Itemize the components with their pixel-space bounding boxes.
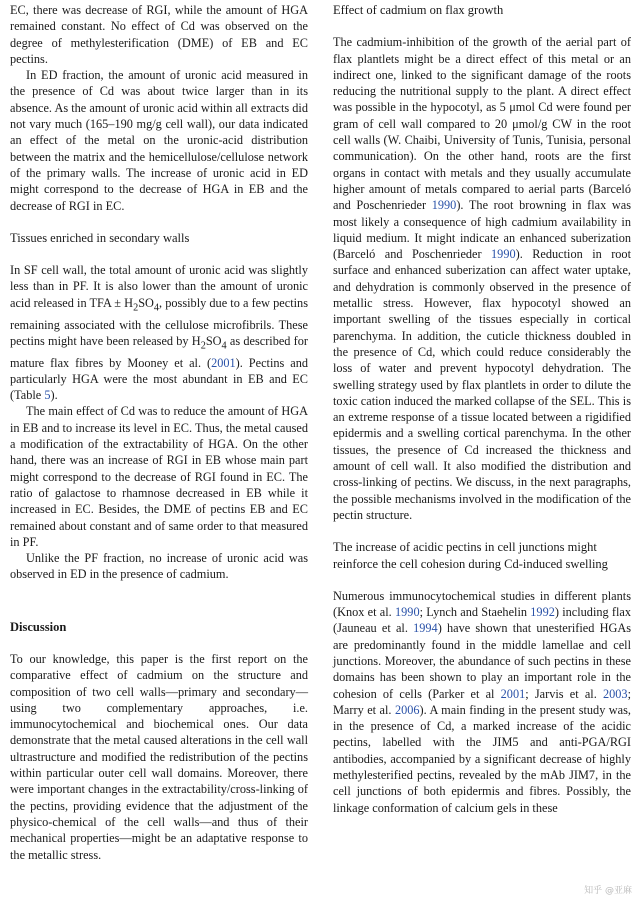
- citation-link[interactable]: 1990: [491, 247, 516, 262]
- citation-link[interactable]: 1992: [530, 605, 555, 620]
- section-heading-secondary-walls: Tissues enriched in secondary walls: [10, 230, 190, 245]
- section-heading-flax-growth: Effect of cadmium on flax growth: [333, 3, 504, 17]
- section-heading-acidic-pectins: The increase of acidic pectins in cell junctions might reinforce the cell cohesion during Cd-induced swelling: [333, 540, 608, 571]
- paragraph: Numerous immunocytochemical studies in different plants (Knox et al. 1990; Lynch and Staehelin 1992) including flax (Jauneau et al. 1994) have shown that unesterified HGAs are predominantly found in the middle lamellae and cell junctions. Moreover, the abundance of such pectins in these domains has been shown to play an important role in the cohesion of cells (Parker et al 2001; Jarvis et al. 2003; Marry et al. 2006). A main finding in the present study was, in the presence of Cd, a marked increase of the acidic pectins, labelled with the JIM5 and anti-PGA/RGI antibodies, accompanied by a significant decrease of highly methylesterified pectins, revealed by the mAb JIM7, in the cell junctions of both epidermis and fibres. Possibly, the linkage conformation of calcium gels in these: [333, 588, 632, 815]
- right-column: [333, 2, 631, 816]
- citation-link[interactable]: 1994: [413, 621, 438, 636]
- citation-link[interactable]: 2001: [500, 686, 526, 701]
- citation-link[interactable]: 2006: [394, 702, 420, 717]
- left-column: [10, 2, 308, 863]
- paragraph: EC, there was decrease of RGI, while the amount of HGA remained constant. No effect of Cd was observed on the degree of methylesterification (DME) of EB and EC pectins.: [10, 3, 308, 66]
- paragraph: Unlike the PF fraction, no increase of uronic acid was observed in ED in the presence of cadmium.: [10, 551, 308, 582]
- paragraph: The main effect of Cd was to reduce the amount of HGA in EB and to increase its level in EC. Thus, the metal caused a modification of the extractability of HGA. On the other hand, there was an increase of RGI in EB whose main part might correspond to the decrease of RGI found in EC. The ratio of galactose to rhamnose decreased in EB while it increased in EC. Besides, the DME of pectins EB and EC remained about constant and of same order to that measured in PF.: [10, 404, 308, 549]
- citation-link[interactable]: 1990: [395, 605, 420, 620]
- paragraph: In ED fraction, the amount of uronic acid measured in the presence of Cd was about twice larger than in its absence. As the amount of uronic acid within all extracts did not vary much (165–190 mg/g cell wall), our data indicated an effect of the metal on the uronic-acid distribution between the matrix and the hemicellulose/cellulose network of the primary walls. The increase of uronic acid in ED might correspond to the decrease of HGA in EB and the decrease of RGI in EC.: [10, 68, 308, 213]
- paragraph: To our knowledge, this paper is the first report on the comparative effect of cadmium on the structure and composition of two cell walls—primary and secondary—using two complementary approaches, i.e. immunocytochemical and biochemical ones. Our data demonstrate that the metal caused alterations in the cell wall ultrastructure and modified the redistribution of the pectins within particular outer cell wall domains. Moreover, there were important changes in the extractability/cross-linking of the pectins, providing evidence that the adjustment of the physico-chemical of the cell walls—and thus of their mechanical properties—might be an adaptative response to the metallic stress.: [10, 652, 308, 862]
- table-link[interactable]: 5: [44, 388, 51, 403]
- section-heading-discussion: Discussion: [10, 619, 67, 634]
- citation-link[interactable]: 2001: [211, 355, 236, 370]
- paragraph: The cadmium-inhibition of the growth of the aerial part of flax plantlets might be a direct effect of this metal or an indirect one, linked to the significant damage of the roots reducing the nutritional supply to the plant. A direct effect was possible in the hypocotyl, as 5 μmol Cd were found per gram of cell wall compared to 20 μmol/g CW in the root cell walls (W. Chaibi, University of Tunis, Tunisia, personal communication). On the other hand, roots are the first organs in contact with metals and they usually accumulate higher amount of metals compared to aerial parts (Barceló and Poschenrieder 1990). The root browning in flax was most likely a consequence of high cadmium availability in liquid medium. It might indicate an enhanced suberization (Barceló and Poschenrieder 1990). Reduction in root surface and enhanced suberization can affect water uptake, and dehydration is commonly observed in the presence of metallic stress. However, flax hypocotyl showed an important swelling of the tissues especially in cortical parenchyma. In addition, the cuticle thickness doubled in the presence of Cd, which could reduce considerably the loss of water and prevent hypocotyl dehydration. The swelling strategy used by flax plantlets in order to dilute the toxic cation induced the marked collapse of the SEL. This is an extreme response of a tissue located between a rigidified epidermis and a swelling cortical parenchyma. In the other tissues, the presence of Cd increased the thickness and amount of cell wall. It also modified the distribution and cross-linking of pectins. We discuss, in the next paragraphs, the possible mechanisms involved in the modification of the pectin structure.: [333, 35, 632, 522]
- paragraph: In SF cell wall, the total amount of uronic acid was slightly less than in PF. It is also lower than the amount of uronic acid released in TFA ± $H_2SO_4$, possibly due to a few pectins remaining associated with the cellulose microfibrils. These pectins might have been released by $H_2SO_4$ as described for mature flax fibres by Mooney et al. (2001). Pectins and particularly HGA were the most abundant in EB and EC (Table 5).: [10, 263, 309, 403]
- citation-link[interactable]: 1990: [431, 198, 457, 213]
- citation-link[interactable]: 2003: [602, 686, 628, 701]
- watermark: 知乎 @亚麻: [584, 886, 632, 896]
